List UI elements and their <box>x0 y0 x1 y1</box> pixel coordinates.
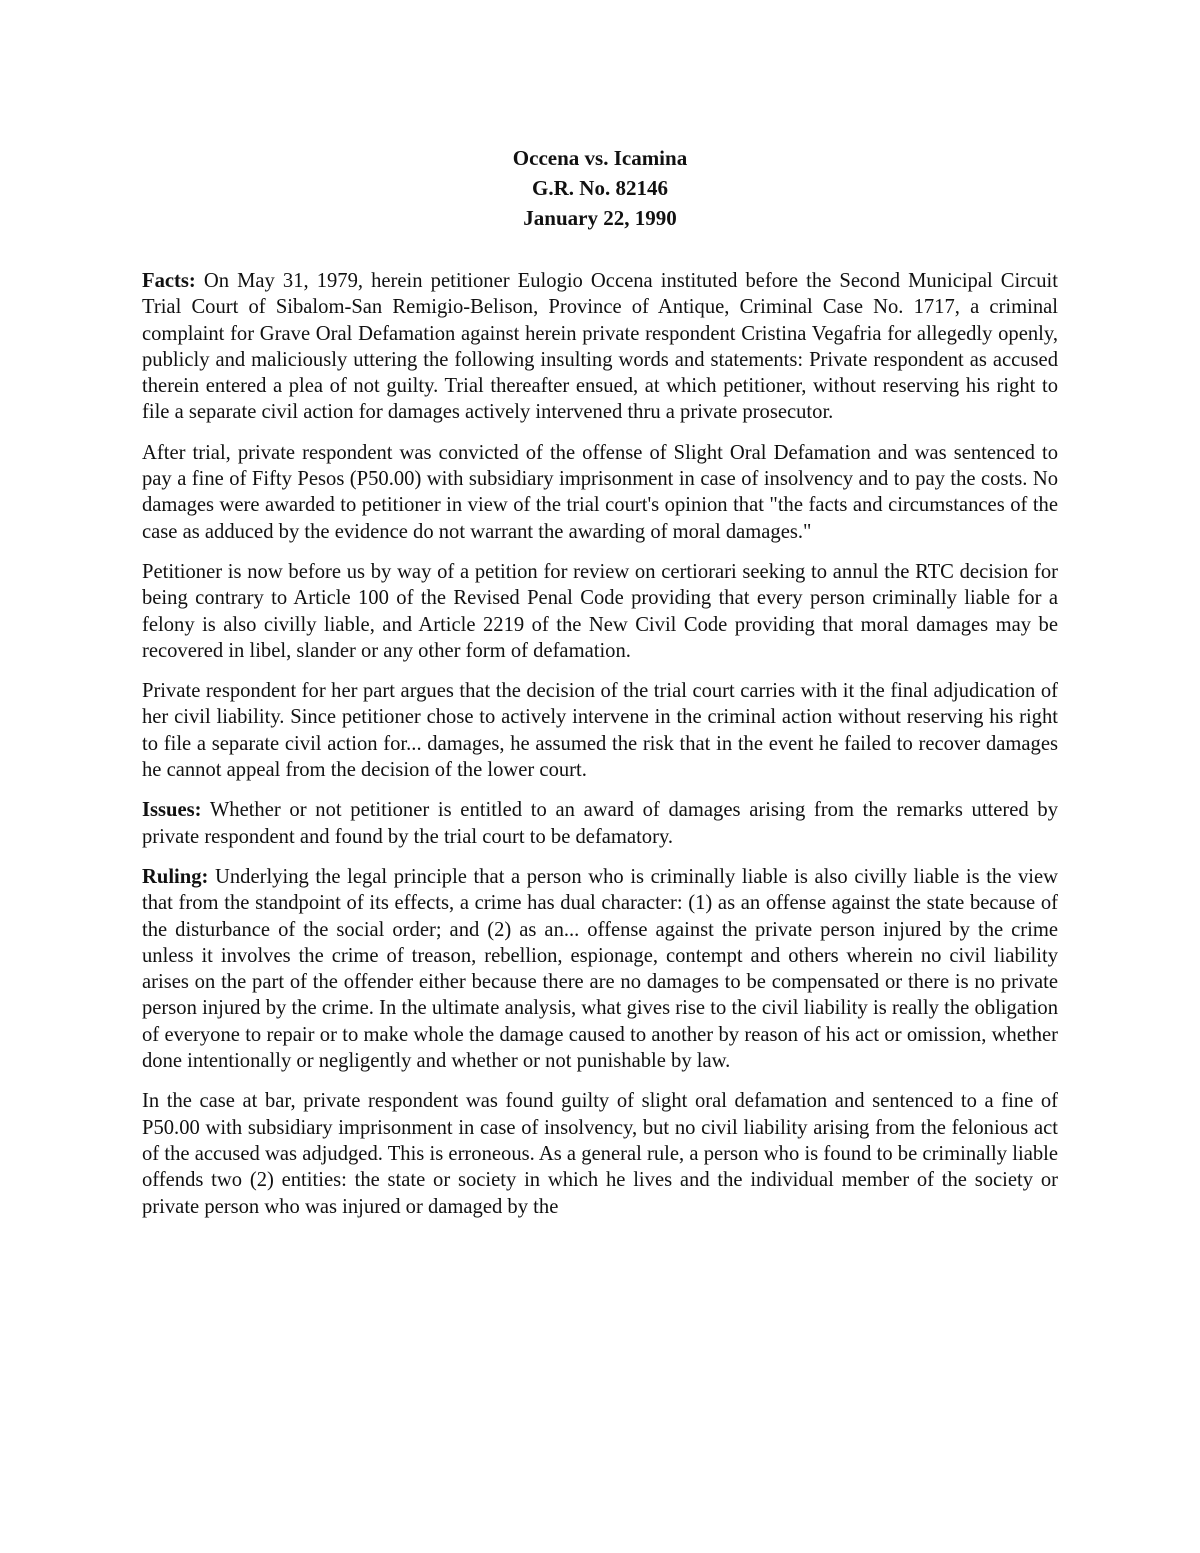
case-digest-body <box>142 268 1058 1220</box>
case-gr-number: G.R. No. 82146 <box>532 176 668 200</box>
ruling-paragraph <box>142 864 1058 1074</box>
petitioner-paragraph: Petitioner is now before us by way of a petition for review on certiorari seeking to annul the RTC decision for being contrary to Article 100 of the Revised Penal Code providing that every person criminally liable for a felony is also civilly liable, and Article 2219 of the New Civil Code providing that moral damages may be recovered in libel, slander or any other form of defamation. <box>142 560 1058 662</box>
facts-text: On May 31, 1979, herein petitioner Eulogio Occena instituted before the Second Municipal Circuit Trial Court of Sibalom-San Remigio-Belison, Province of Antique, Criminal Case No. 1717, a criminal complaint for Grave Oral Defamation against herein private respondent Cristina Vegafria for allegedly openly, publicly and maliciously uttering the following insulting words and statements: Private respondent as accused therein entered a plea of not guilty. Trial thereafter ensued, at which petitioner, without reserving his right to file a separate civil action for damages actively intervened thru a private prosecutor. <box>142 270 1058 424</box>
issues-paragraph <box>142 797 1058 850</box>
ruling-text: Underlying the legal principle that a person who is criminally liable is also civilly liable is the view that from the standpoint of its effects, a crime has dual character: (1) as an offense against the state because of the disturbance of the social order; and (2) as an... offense against the private person injured by the crime unless it involves the crime of treason, rebellion, espionage, contempt and others wherein no civil liability arises on the part of the offender either because there are no damages to be compensated or there is no private person injured by the crime. In the ultimate analysis, what gives rise to the civil liability is really the obligation of everyone to repair or to make whole the damage caused to another by reason of his act or omission, whether done intentionally or negligently and whether or not punishable by law. <box>142 865 1058 1073</box>
facts-paragraph <box>142 268 1058 426</box>
ruling-label: Ruling: <box>142 865 209 888</box>
case-header <box>142 143 1058 233</box>
issues-label: Issues: <box>142 799 202 822</box>
case-date: January 22, 1990 <box>523 206 677 230</box>
private-respondent-paragraph: Private respondent for her part argues that the decision of the trial court carries with it the final adjudication of her civil liability. Since petitioner chose to actively intervene in the criminal action without reserving his right to file a separate civil action for... damages, he assumed the risk that in the event he failed to recover damages he cannot appeal from the decision of the lower court. <box>142 680 1058 782</box>
after-trial-paragraph: After trial, private respondent was convicted of the offense of Slight Oral Defamation and was sentenced to pay a fine of Fifty Pesos (P50.00) with subsidiary imprisonment in case of insolvency and to pay the costs. No damages were awarded to petitioner in view of the trial court's opinion that "the facts and circumstances of the case as adduced by the evidence do not warrant the awarding of moral damages." <box>142 441 1058 543</box>
issues-text: Whether or not petitioner is entitled to an award of damages arising from the remarks uttered by private respondent and found by the trial court to be defamatory. <box>142 799 1058 848</box>
case-at-bar-paragraph: In the case at bar, private respondent was found guilty of slight oral defamation and sentenced to a fine of P50.00 with subsidiary imprisonment in case of insolvency, but no civil liability arising from the felonious act of the accused was adjudged. This is erroneous. As a general rule, a person who is found to be criminally liable offends two (2) entities: the state or society in which he lives and the individual member of the society or private person who was injured or damaged by the <box>142 1090 1058 1218</box>
facts-label: Facts: <box>142 270 196 292</box>
case-title: Occena vs. Icamina <box>512 146 688 170</box>
